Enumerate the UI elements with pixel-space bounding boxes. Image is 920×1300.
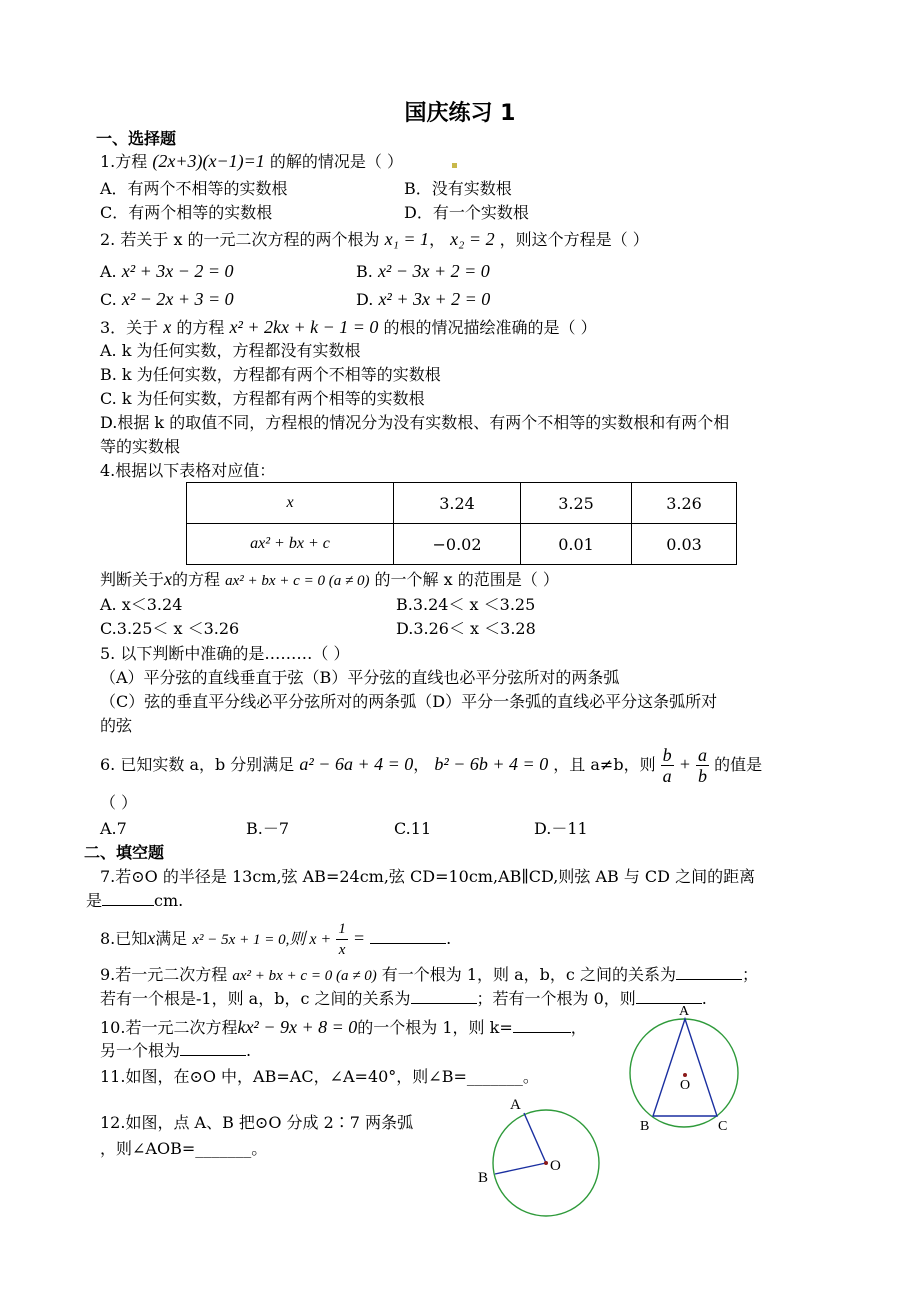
q6-option-b: B.－7	[246, 819, 290, 838]
q1-option-b: B．没有实数根	[404, 179, 512, 198]
q10-pre: 10.若一元二次方程	[100, 1018, 238, 1037]
section-fill-heading: 二、填空题	[84, 843, 165, 862]
q9-line1	[100, 964, 758, 987]
table-cell: x	[187, 483, 394, 524]
q11-stem	[100, 1066, 539, 1088]
q2-d-equation: x² + 3x + 2 = 0	[378, 289, 491, 309]
table-cell: 3.25	[521, 483, 632, 524]
q7-line1: 7.若⊙O 的半径是 13cm,弦 AB=24cm,弦 CD=10cm,AB∥CD,则弦 AB 与 CD 之间的距离	[100, 867, 756, 886]
q10-l2: 另一个根为	[100, 1041, 181, 1060]
q6-mid: ，且 a≠b，则	[553, 755, 656, 774]
q12-blank: _______	[195, 1139, 252, 1158]
fig11-label-o: O	[680, 1078, 691, 1093]
q3-option-d-line1: D.根据 k 的取值不同，方程根的情况分为没有实数根、有两个不相等的实数根和有两个相	[100, 413, 730, 432]
q10-l2e: .	[246, 1041, 252, 1060]
q9-end1: ；	[741, 965, 758, 984]
q4-stem: 4.根据以下表格对应值：	[100, 461, 276, 480]
q3-equation: x² + 2kx + k − 1 = 0	[229, 317, 379, 337]
q2-root2: x₂ = 2	[450, 229, 495, 249]
q5-stem: 5. 以下判断中准确的是………（ ）	[100, 644, 350, 663]
q8-pre: 8.已知	[100, 929, 148, 948]
q6-fraction-1	[661, 745, 674, 786]
q6-eq1: a² − 6a + 4 = 0	[299, 754, 414, 774]
q11-end: 。	[522, 1067, 539, 1086]
fig12-center-dot	[544, 1161, 548, 1165]
q8-equals: =	[352, 928, 366, 948]
fig12-radius-oa	[524, 1113, 546, 1163]
q3-option-b: B. k 为任何实数，方程都有两个不相等的实数根	[100, 365, 441, 384]
q1-prefix: 1.方程	[100, 152, 148, 171]
q6-plus: +	[678, 754, 691, 774]
q6-f1-num: b	[662, 745, 672, 765]
q2-option-a	[100, 260, 234, 283]
q9-l2a: 若有一个根是-1，则 a，b，c 之间的关系为	[100, 989, 411, 1008]
fig12-radius-ob	[495, 1163, 546, 1174]
q4-judge-var: x	[164, 569, 173, 589]
q10-equation: kx² − 9x + 8 = 0	[237, 1017, 358, 1037]
q2-option-c	[100, 288, 234, 311]
q12-end: 。	[251, 1139, 268, 1158]
q10-line2	[100, 1040, 251, 1062]
q4-judge-equation: ax² + bx + c = 0 (a ≠ 0)	[225, 573, 370, 589]
q1-option-d: D．有一个实数根	[404, 203, 529, 222]
q9-l2c: .	[701, 989, 707, 1008]
q12-l2: ，则∠AOB=	[100, 1139, 196, 1158]
q2-option-d	[356, 288, 490, 311]
figure-q11	[622, 1000, 772, 1140]
table-cell: 0.03	[632, 524, 737, 565]
q9-line2	[100, 988, 707, 1010]
q12-line1: 12.如图，点 A、B 把⊙O 分成 2∶7 两条弧	[100, 1113, 414, 1132]
fig12-label-a: A	[510, 1097, 521, 1113]
q6-f2-den: b	[698, 766, 708, 786]
table-cell: −0.02	[394, 524, 521, 565]
fig12-label-b: B	[478, 1170, 489, 1186]
q9-equation: ax² + bx + c = 0 (a ≠ 0)	[232, 968, 377, 984]
q1-option-a: A．有两个不相等的实数根	[100, 179, 288, 198]
q1-option-c: C．有两个相等的实数根	[100, 203, 273, 222]
figure-q12	[468, 1090, 628, 1225]
q2-a-equation: x² + 3x − 2 = 0	[121, 261, 234, 281]
q6-suffix: 的值是	[714, 755, 763, 774]
q2-d-label: D.	[356, 290, 374, 309]
fig12-label-o: O	[550, 1158, 561, 1174]
q6-fraction-2	[696, 745, 709, 786]
table-row	[187, 524, 737, 565]
table-row	[187, 483, 737, 524]
q3-mid: 的方程	[176, 318, 225, 337]
q8-then: 则 x +	[289, 931, 332, 948]
q10-line1	[100, 1016, 587, 1039]
q2-b-label: B.	[356, 262, 373, 281]
q9-pre: 9.若一元二次方程	[100, 965, 228, 984]
q8-var: x	[147, 928, 156, 948]
table-cell: 3.24	[394, 483, 521, 524]
page-title: 国庆练习 1	[404, 101, 516, 126]
q9-mid: 有一个根为 1，则 a，b，c 之间的关系为	[381, 965, 676, 984]
fig11-label-c: C	[718, 1119, 728, 1134]
q3-var: x	[163, 317, 172, 337]
value-table	[186, 482, 737, 565]
q7-pre: 是	[86, 891, 103, 910]
q4-judge-suffix: 的一个解 x 的范围是（ ）	[374, 570, 559, 589]
q3-suffix: 的根的情况描绘准确的是（ ）	[383, 318, 597, 337]
q4-option-a: A. x＜3.24	[100, 595, 183, 614]
q12-line2	[100, 1138, 267, 1160]
q5-line2: （C）弦的垂直平分线必平分弦所对的两条弧（D）平分一条弧的直线必平分这条弧所对	[100, 692, 718, 711]
q6-sep: ，	[413, 755, 430, 774]
q10-blank-2	[180, 1041, 246, 1056]
q8-num: 1	[336, 919, 348, 940]
q2-sep: ，	[429, 230, 446, 249]
fig11-triangle	[653, 1019, 717, 1116]
q3-option-c: C. k 为任何实数，方程都有两个相等的实数根	[100, 389, 425, 408]
q1-stem	[100, 150, 403, 173]
q6-option-c: C.11	[394, 819, 432, 838]
q6-option-a: A.7	[100, 819, 127, 838]
fig11-label-a: A	[679, 1004, 690, 1019]
q6-pre: 6. 已知实数 a，b 分别满足	[100, 755, 295, 774]
q1-equation: (2x+3)(x−1)=1	[152, 151, 265, 171]
q4-judge-mid: 的方程	[172, 570, 221, 589]
q6-paren: （ ）	[100, 793, 138, 812]
q11-blank: _______	[466, 1067, 523, 1086]
fig11-circle	[630, 1019, 738, 1127]
q1-suffix: 的解的情况是（ ）	[269, 152, 403, 171]
section-choice-heading: 一、选择题	[96, 129, 177, 148]
q7-answer-blank	[102, 891, 154, 906]
q10-blank-1	[513, 1018, 571, 1033]
q11-pre: 11.如图，在⊙O 中，AB=AC，∠A=40°，则∠B=	[100, 1067, 467, 1086]
q9-blank-1	[676, 965, 742, 980]
q4-judge-pre: 判断关于	[100, 570, 165, 589]
table-cell: 0.01	[521, 524, 632, 565]
q2-text1: 2. 若关于 x 的一元二次方程的两个根为	[100, 230, 380, 249]
q9-blank-2	[411, 989, 477, 1004]
q2-c-equation: x² − 2x + 3 = 0	[121, 289, 234, 309]
q10-end: ，	[570, 1018, 587, 1037]
q3-option-a: A. k 为任何实数，方程都没有实数根	[100, 341, 361, 360]
q2-text2: ，则这个方程是（ ）	[499, 230, 649, 249]
q4-judge	[100, 568, 559, 592]
q8-stem	[100, 918, 451, 960]
q8-fraction	[336, 919, 348, 960]
q2-root1: x₁ = 1	[384, 229, 430, 249]
fig11-center-dot	[683, 1073, 687, 1077]
stray-mark	[452, 163, 457, 168]
fig11-label-b: B	[640, 1119, 650, 1134]
table-cell: 3.26	[632, 483, 737, 524]
q6-eq2: b² − 6b + 4 = 0	[434, 754, 549, 774]
q6-stem	[100, 742, 762, 787]
q6-f1-den: a	[662, 766, 672, 786]
q4-option-b: B.3.24＜ x ＜3.25	[396, 595, 536, 614]
q9-l2b: ；若有一个根为 0，则	[476, 989, 636, 1008]
q5-line1: （A）平分弦的直线垂直于弦（B）平分弦的直线也必平分弦所对的两条弧	[100, 668, 620, 687]
q2-b-equation: x² − 3x + 2 = 0	[377, 261, 490, 281]
q8-mid: 满足	[155, 929, 188, 948]
q3-prefix: 3．关于	[100, 318, 159, 337]
q2-a-label: A.	[100, 262, 117, 281]
q3-stem	[100, 316, 597, 339]
q4-option-d: D.3.26＜ x ＜3.28	[396, 619, 536, 638]
q6-f2-num: a	[698, 745, 708, 765]
q8-equation: x² − 5x + 1 = 0,	[192, 932, 290, 948]
q2-stem	[100, 228, 649, 251]
q8-answer-blank	[370, 929, 446, 944]
q6-option-d: D.－11	[534, 819, 588, 838]
table-cell: ax² + bx + c	[187, 524, 394, 565]
q3-option-d-line2: 等的实数根	[100, 437, 181, 456]
q8-end: .	[446, 929, 452, 948]
q7-line2	[86, 890, 183, 912]
q7-suffix: cm.	[154, 891, 184, 910]
q10-mid: 的一个根为 1，则 k=	[357, 1018, 513, 1037]
q4-option-c: C.3.25＜ x ＜3.26	[100, 619, 240, 638]
q5-line3: 的弦	[100, 716, 133, 735]
q2-option-b	[356, 260, 490, 283]
q2-c-label: C.	[100, 290, 117, 309]
q8-den: x	[338, 942, 346, 958]
